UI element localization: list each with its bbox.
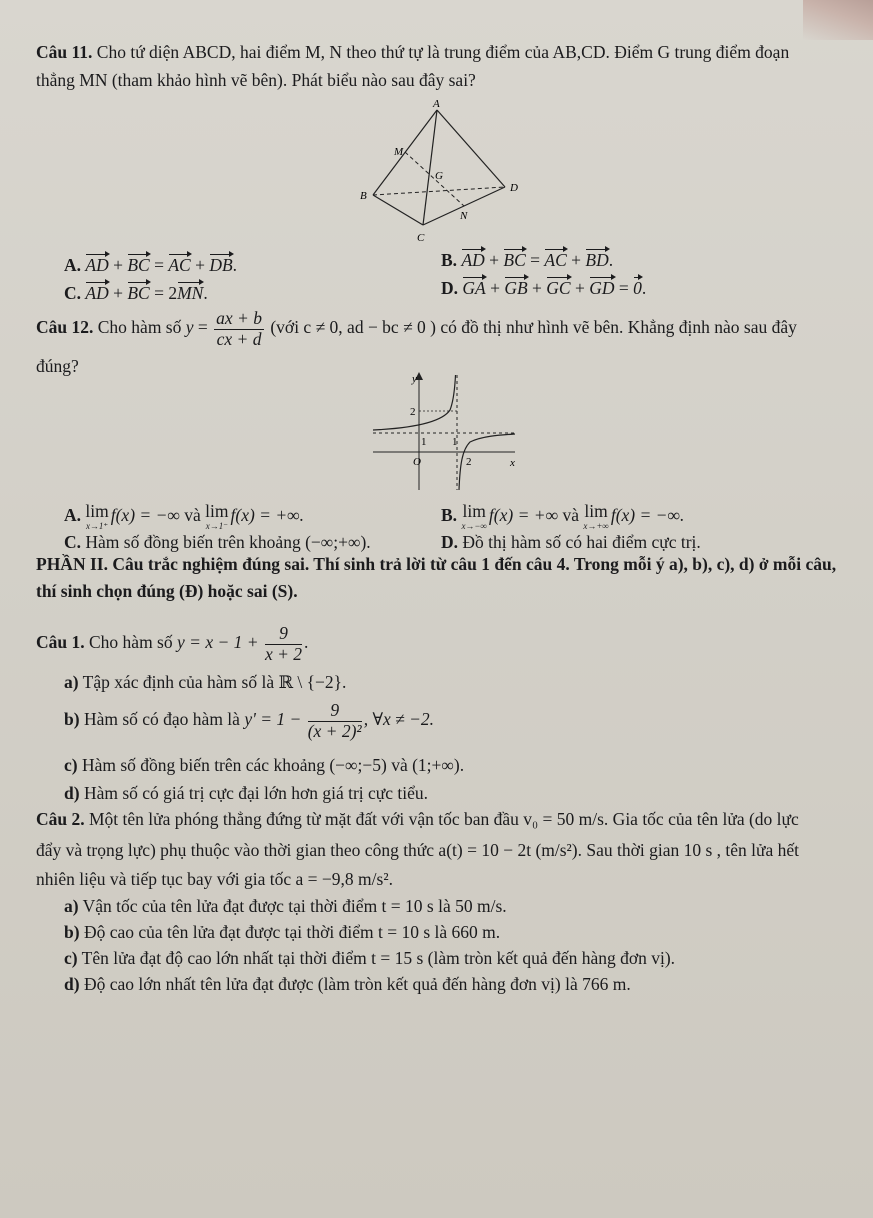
p1-label: Câu 1. (36, 632, 85, 653)
p1-item-c: c) Hàm số đồng biến trên các khoảng (−∞;−5) và (1;+∞). (64, 755, 465, 775)
graph-tick-x1: 1 (452, 436, 458, 448)
q12-line1: Câu 12. Cho hàm số y = $\frac{ax + b}{cx + d}$ (với c ≠ 0, ad − bc ≠ 0 ) có đồ thị như hình vẽ bên. Khẳng định nào sau đây (36, 308, 797, 349)
q11-label: Câu 11. (36, 42, 93, 62)
label-N: N (460, 210, 468, 222)
p2-line1: Câu 2. Một tên lửa phóng thẳng đứng từ mặt đất với vận tốc ban đầu v₀ = 50 m/s. Gia tốc của tên lửa (do lực (36, 809, 799, 829)
p1-line1: Câu 1. Cho hàm số y = x − 1 + $\frac{9}{x + 2}$ . (36, 623, 309, 664)
q11-option-a: A. AD + BC = AC + DB. (64, 255, 238, 275)
q11-option-c: C. AD + BC = 2MN. (64, 283, 208, 303)
label-A: A (433, 98, 440, 110)
q11-line1 (36, 44, 789, 62)
graph-x-label: x (510, 457, 515, 469)
q11-option-b: B. AD + BC = AC + BD. (441, 250, 614, 270)
q11-option-d: D. GA + GB + GC + GD = 0. (441, 278, 647, 298)
graph-origin-label: O (413, 456, 421, 468)
hyperbola-graph (370, 370, 520, 492)
tetrahedron-figure (355, 95, 535, 250)
graph-tick-y2: 2 (410, 406, 416, 418)
p1-item-a: a) Tập xác định của hàm số là ℝ \ {−2}. (64, 672, 347, 692)
q12-text-line2: đúng? (36, 356, 79, 376)
p2-item-b: b) Độ cao của tên lửa đạt được tại thời điểm t = 10 s là 660 m. (64, 922, 501, 942)
q12-function-fraction: $\frac{ax + b}{cx + d}$ (216, 308, 262, 349)
part2-heading-line1: PHẦN II. Câu trắc nghiệm đúng sai. Thí sinh trả lời từ câu 1 đến câu 4. Trong mỗi ý a), b), c), d) ở mỗi câu, (36, 554, 837, 574)
p2-line3: nhiên liệu và tiếp tục bay với gia tốc a = −9,8 m/s². (36, 869, 393, 889)
q11-text-line2: thẳng MN (tham khảo hình vẽ bên). Phát biểu nào sau đây sai? (36, 70, 476, 90)
label-B: B (360, 190, 367, 202)
label-C: C (417, 232, 425, 244)
label-M: M (394, 146, 404, 158)
paper-corner-decoration (803, 0, 873, 40)
graph-y-label: y (412, 373, 417, 385)
p2-line2: đẩy và trọng lực) phụ thuộc vào thời gian theo công thức a(t) = 10 − 2t (m/s²). Sau thời gian 10 s , tên lửa hết (36, 840, 800, 860)
p1-fraction: $\frac{9}{x + 2}$ (264, 623, 303, 664)
part2-heading-line2: thí sinh chọn đúng (Đ) hoặc sai (S). (36, 581, 298, 601)
q12-option-c: C. Hàm số đồng biến trên khoảng (−∞;+∞). (64, 532, 371, 552)
p2-label: Câu 2. (36, 809, 85, 829)
q12-label: Câu 12. (36, 317, 94, 338)
q12-option-a: A. lim x→1⁺ f(x) = −∞ và lim x→1⁻ f(x) = +∞. (64, 501, 305, 531)
p2-item-d: d) Độ cao lớn nhất tên lửa đạt được (làm tròn kết quả đến hàng đơn vị) là 766 m. (64, 974, 631, 994)
label-G: G (435, 170, 443, 182)
p1-derivative-fraction: $\frac{9}{\text{(x + 2)²}}$ (307, 700, 362, 741)
graph-tick-y1: 1 (421, 436, 427, 448)
q12-option-b: B. lim x→−∞ f(x) = +∞ và lim x→+∞ f(x) = −∞. (441, 501, 685, 531)
p1-item-b: b) Hàm số có đạo hàm là y' = 1 − $\frac{9}{\text{(x + 2)²}}$ , ∀x ≠ −2. (64, 700, 435, 741)
p2-item-a: a) Vận tốc của tên lửa đạt được tại thời điểm t = 10 s là 50 m/s. (64, 896, 507, 916)
graph-tick-x2: 2 (466, 456, 472, 468)
p2-item-c: c) Tên lửa đạt độ cao lớn nhất tại thời điểm t = 15 s (làm tròn kết quả đến hàng đơn vị). (64, 948, 676, 968)
q12-option-d: D. Đồ thị hàm số có hai điểm cực trị. (441, 532, 701, 552)
label-D: D (510, 182, 518, 194)
q11-text-line1: Cho tứ diện ABCD, hai điểm M, N theo thứ tự là trung điểm của AB,CD. Điểm G trung điểm đoạn (96, 42, 790, 62)
p1-item-d: d) Hàm số có giá trị cực đại lớn hơn giá trị cực tiểu. (64, 783, 429, 803)
